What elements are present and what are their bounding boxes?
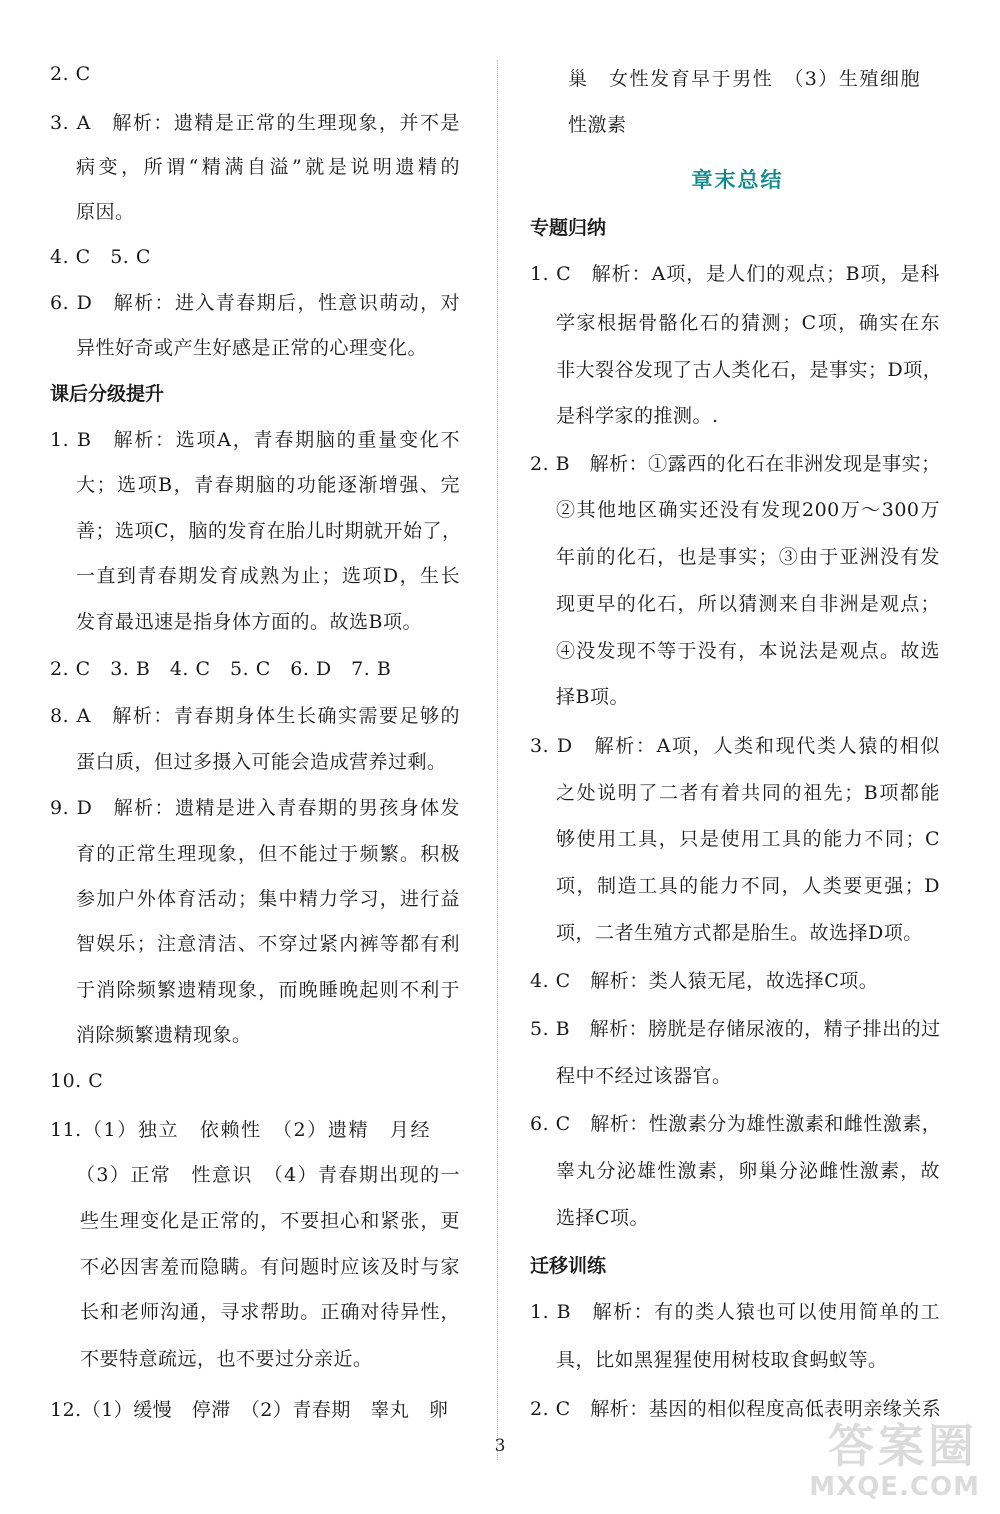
answer-line: 项，制造工具的能力不同，人类要更强；D (556, 875, 940, 897)
answer-line: 消除频繁遗精现象。 (76, 1024, 252, 1046)
answer-line: ④没发现不等于没有，本说法是观点。故选 (556, 640, 940, 662)
answer-line: 择B项。 (556, 686, 629, 708)
answer-line: 2. C (50, 63, 91, 85)
answer-line: 项，二者生殖方式都是胎生。故选择D项。 (556, 922, 923, 944)
answer-line: 11.（1）独立 依赖性 （2）遗精 月经 (50, 1119, 430, 1141)
answer-line: 年前的化石，也是事实；③由于亚洲没有发 (556, 546, 940, 568)
answer-line: 12.（1）缓慢 停滞 （2）青春期 睾丸 卵 (50, 1399, 449, 1421)
answer-line: 善；选项C，脑的发育在胎儿时期就开始了， (76, 520, 462, 542)
answer-line: 一直到青春期发育成熟为止；选项D，生长 (76, 565, 460, 587)
answer-line: 蛋白质，但过多摄入可能会造成营养过剩。 (76, 751, 447, 773)
answer-line: 不要特意疏远，也不要过分亲近。 (80, 1348, 373, 1370)
answer-line: 6. D 解析：进入青春期后，性意识萌动，对 (50, 292, 460, 314)
answer-line: 巢 女性发育早于男性 （3）生殖细胞 (568, 68, 920, 90)
answer-line: 病变，所谓“精满自溢”就是说明遗精的 (76, 156, 460, 178)
answer-line: 1. B 解析：有的类人猿也可以使用简单的工 (530, 1301, 940, 1323)
answer-line: 于消除频繁遗精现象，而晚睡晚起则不利于 (76, 979, 460, 1001)
answer-line: 3. D 解析：A项，人类和现代类人猿的相似 (530, 735, 940, 757)
section-heading: 课后分级提升 (50, 383, 165, 405)
answer-line: 6. C 解析：性激素分为雄性激素和雌性激素， (530, 1113, 942, 1135)
answer-line: 2. B 解析：①露西的化石在非洲发现是事实； (530, 453, 941, 475)
column-divider (497, 60, 498, 1460)
answer-line: 育的正常生理现象，但不能过于频繁。积极 (76, 843, 460, 865)
answer-line: 选择C项。 (556, 1207, 650, 1229)
answer-line: ②其他地区确实还没有发现200万～300万 (556, 499, 940, 521)
answer-line: 5. B 解析：膀胱是存储尿液的，精子排出的过 (530, 1018, 941, 1040)
answer-line: 智娱乐；注意清洁、不穿过紧内裤等都有利 (76, 933, 460, 955)
answer-line: 具，比如黑猩猩使用树枝取食蚂蚁等。 (556, 1349, 888, 1371)
answer-line: 学家根据骨骼化石的猜测；C项，确实在东 (556, 312, 940, 334)
section-heading: 专题归纳 (530, 217, 607, 239)
answer-line: 长和老师沟通，寻求帮助。正确对待异性， (80, 1301, 460, 1323)
answer-line: 大；选项B，青春期脑的功能逐渐增强、完 (76, 474, 460, 496)
answer-line: 发育最迅速是指身体方面的。故选B项。 (76, 611, 422, 633)
answer-line: 1. C 解析：A项，是人们的观点；B项，是科 (530, 263, 940, 285)
answer-line: 4. C 5. C (50, 246, 151, 268)
answer-line: 现更早的化石，所以猜测来自非洲是观点； (556, 593, 940, 615)
section-heading: 迁移训练 (530, 1255, 607, 1277)
page-number: 3 (494, 1436, 506, 1456)
answer-line: 8. A 解析：青春期身体生长确实需要足够的 (50, 705, 460, 727)
watermark-logo-text: 答案圈 (828, 1419, 978, 1473)
answer-line: 2. C 解析：基因的相似程度高低表明亲缘关系 (530, 1398, 942, 1420)
answer-line: 不必因害羞而隐瞒。有问题时应该及时与家 (80, 1256, 460, 1278)
answer-line: 9. D 解析：遗精是进入青春期的男孩身体发 (50, 797, 460, 819)
answer-line: 程中不经过该器官。 (556, 1065, 732, 1087)
answer-line: 非大裂谷发现了古人类化石，是事实；D项， (556, 359, 943, 381)
chapter-title: 章末总结 (691, 168, 784, 192)
answer-line: 之处说明了二者有着共同的祖先；B项都能 (556, 782, 940, 804)
answer-line: 4. C 解析：类人猿无尾，故选择C项。 (530, 970, 879, 992)
watermark-url: MXQE.COM (809, 1472, 980, 1502)
answer-line: 睾丸分泌雄性激素，卵巢分泌雌性激素，故 (556, 1160, 940, 1182)
answer-line: 10. C (50, 1070, 104, 1092)
answer-line: 异性好奇或产生好感是正常的心理变化。 (76, 337, 428, 359)
answer-line: （3）正常 性意识 （4）青春期出现的一 (76, 1164, 460, 1186)
answer-line: 原因。 (76, 201, 135, 223)
answer-line: 是科学家的推测。. (556, 405, 719, 427)
answer-line: 够使用工具，只是使用工具的能力不同；C (556, 828, 940, 850)
answer-line: 1. B 解析：选项A，青春期脑的重量变化不 (50, 429, 460, 451)
answer-line: 2. C 3. B 4. C 5. C 6. D 7. B (50, 658, 392, 680)
answer-line: 参加户外体育活动；集中精力学习，进行益 (76, 888, 460, 910)
answer-line: 些生理变化是正常的，不要担心和紧张，更 (80, 1210, 460, 1232)
site-watermark (796, 1406, 986, 1506)
answer-line: 性激素 (568, 114, 627, 136)
answer-line: 3. A 解析：遗精是正常的生理现象，并不是 (50, 112, 460, 134)
